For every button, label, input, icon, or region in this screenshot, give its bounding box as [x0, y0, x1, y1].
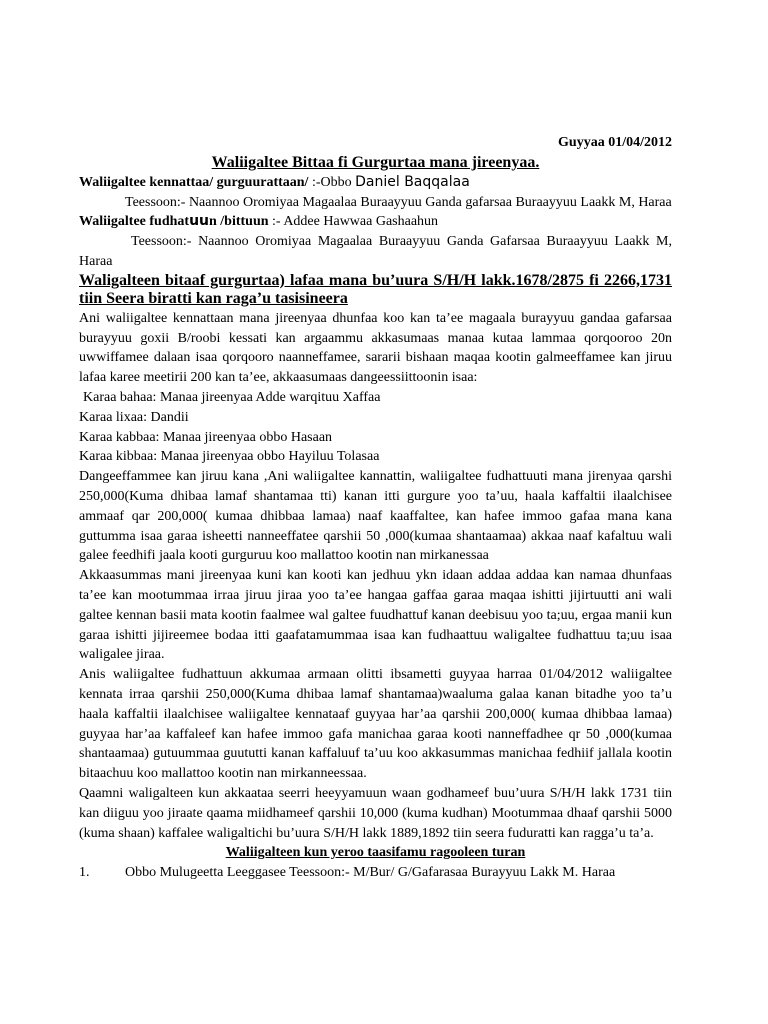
buyer-line — [79, 212, 672, 232]
seller-address: Teessoon:- Naannoo Oromiyaa Magaalaa Buraayyuu Ganda gafarsaa Buraayyuu Laakk M, Haraa — [125, 194, 672, 210]
witness-item — [79, 863, 672, 883]
buyer-name: :- Addee Hawwaa Gashaahun — [272, 214, 439, 230]
seller-prefix: :-Obbo — [311, 174, 352, 190]
paragraph-2: Dangeeffammee kan jiruu kana ,Ani waliigaltee kannattin, waliigaltee fudhattuuti mana jirenyaa qarshi 250,000(Kuma dhibaa lamaf shantamaa tti) kanan itti gurgure yoo ta’uu, haala kaffaltii ilaalchisee ammaaf qar 200,000( kumaa dhibbaa lamaa) naaf kaaffaltee, kan hafee immoo gafaa mana kana guttumma isaa garaa isheetti nanneeffatee qarshii 50 ,000(kumaa shantaamaa) akkaa naaf kafaltuu wali galee feedhifi jaala kooti gurguruu koo mallattoo kootin nan mirkanessaa — [79, 469, 672, 564]
paragraph-4: Anis waliigaltee fudhattuun akkumaa armaan olitti ibsametti guyyaa harraa 01/04/2012 waliigaltee kennata irraa qarshii 250,000(Kuma dhibaa lamaf shantamaa)waaluma galaa kanan bitadhe yoo ta’u haala kaffaltii ilaalchisee waliigaltee kennataaf guyyaa har’aa qarshii 200,000( kumaa dhibbaa lamaa) guyyaa har’aa kaffaleef kan hafee immoo gafa manichaa garaa kooti nanneffadhee qr 50 ,000(kumaa shantaamaa) gutuummaa guututti kanan kaffaluuf ta’uu koo akkasummas manichaa fedhiif jallala kootin bitaachuu koo mallattoo kootin nan mirkanneessaa. — [79, 667, 672, 782]
seller-line — [79, 173, 672, 193]
paragraph-3: Akkaasummas mani jireenyaa kuni kan kooti kan jedhuu ykn idaan addaa addaa kan namaa dhunfaas ta’ee kan mootummaa irraa jiruu jiraa yoo ta’ee hangaa gaffaa garaa maqaa ishitti jijirtuutti ani wali galtee kennan basii mata kootin faalmee wal galtee fuudhattuf kanan deebisuu yoo ta;uu, ergaa manii kun garaa ishitti jijireemee bodaa itti gaafatamummaa isaa kan fudhaattuu waligaltee fudhattuu ta;uu isaa waligalee jiraa. — [79, 568, 672, 663]
paragraph-5: Qaamni waligalteen kun akkaataa seerri heeyyamuun waan godhameef buu’uura S/H/H lakk 1731 tiin kan diiguu yoo jiraate qaama miidhameef qarshii 10,000 (kuma kudhan) Mootummaa dhaaf qarshii 5000 (kuma shaan) kaffalee waligaltichi bu’uura S/H/H lakk 1889,1892 tiin seera fuduratti kan ragga’u ta’a. — [79, 785, 672, 841]
buyer-address: Teessoon:- Naannoo Oromiyaa Magaalaa Buraayyuu Ganda Gafarsaa Buraayyuu Laakk M, Haraa — [79, 234, 672, 269]
witness-text: Obbo Mulugeetta Leeggasee Teessoon:- M/Bur/ G/Gafarasaa Burayyuu Lakk M. Haraa — [125, 865, 616, 881]
seller-label: Waliigaltee kennattaa/ gurguurattaan/ — [79, 174, 309, 190]
buyer-label-end: n /bittuun — [209, 214, 269, 230]
document-page — [79, 133, 672, 883]
border-east: Karaa bahaa: Manaa jireenyaa Adde warqituu Xaffaa — [83, 389, 381, 405]
seller-name: Daniel Baqqalaa — [355, 173, 470, 190]
document-title: Waliigaltee Bittaa fi Gurgurtaa mana jireenyaa. — [211, 153, 540, 171]
buyer-label-start: Waliigaltee fudhat — [79, 214, 190, 230]
buyer-label-mid: uu — [189, 213, 209, 230]
border-south: Karaa kibbaa: Manaa jireenyaa obbo Hayiluu Tolasaa — [79, 449, 380, 465]
document-date: Guyyaa 01/04/2012 — [558, 135, 672, 150]
section-heading: Waligalteen bitaaf gurgurtaa) lafaa mana bu’uura S/H/H lakk.1678/2875 fi 2266,1731 tiin Seera biratti kan raga’u tasisineera — [79, 271, 672, 308]
border-west: Karaa lixaa: Dandii — [79, 409, 189, 425]
witness-heading: Waliigalteen kun yeroo taasifamu ragooleen turan — [225, 845, 526, 861]
paragraph-1: Ani waliigaltee kennattaan mana jireenyaa dhunfaa koo kan ta’ee magaala burayyuu gandaa gafarsaa burayyuu goxii B/roobi kessati kan argaammu akkasumaas manaa kutaa lammaa qorqooroo 20n uwwiffamee dalaan isaa qorqooro naanneffamee, sararii bishaan maqaa kootin galmeeffamee kan jiruu lafaa karee meetirii 200 kan ta’ee, akkaasumaas dangeessiittoonin isaa: — [79, 310, 672, 386]
witness-number: 1. — [79, 865, 90, 881]
border-north: Karaa kabbaa: Manaa jireenyaa obbo Hasaan — [79, 429, 333, 445]
